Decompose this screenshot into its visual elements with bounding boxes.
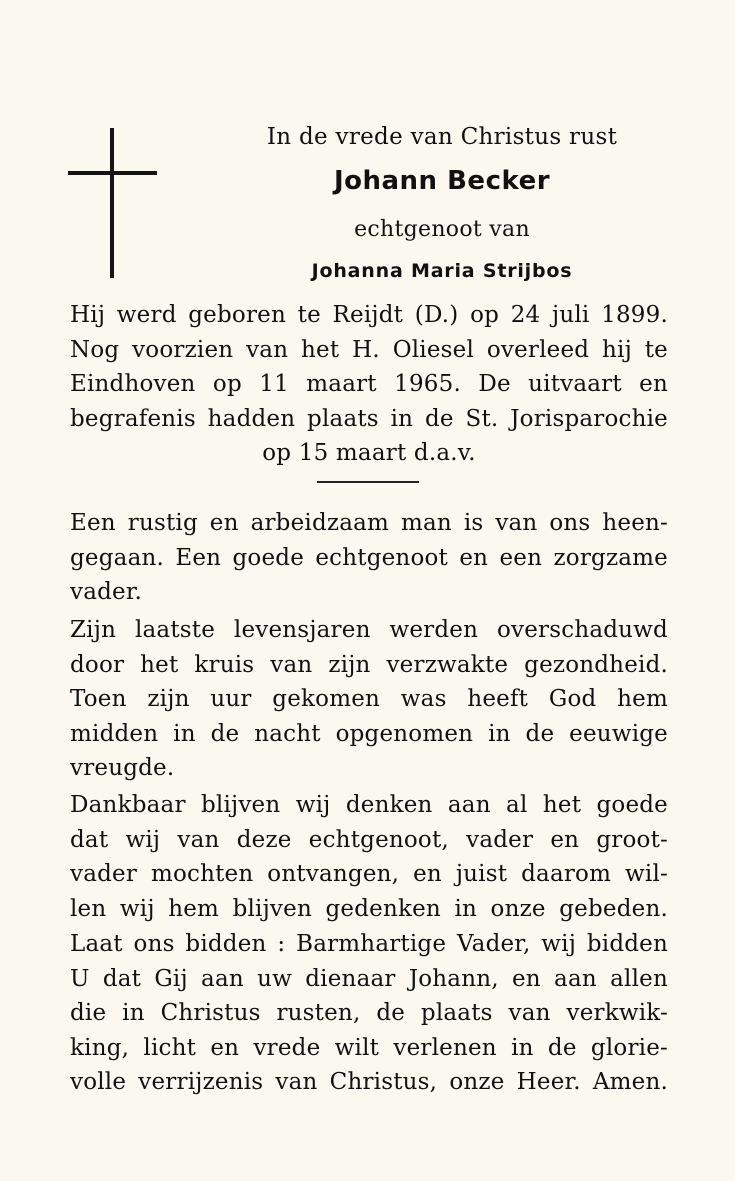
text-line: die in Christus rusten, de plaats van verkwik- [70, 1000, 668, 1026]
text-line: Zijn laatste levensjaren werden overschaduwd [70, 617, 668, 643]
text-line: vader mochten ontvangen, en juist daarom wil- [70, 861, 668, 887]
bio-line: Eindhoven op 11 maart 1965. De uitvaart en [70, 371, 668, 397]
bio-line: begrafenis hadden plaats in de St. Jorisparochie [70, 405, 668, 432]
paragraph-gratitude [70, 788, 668, 926]
text-line: door het kruis van zijn verzwakte gezondheid. [70, 651, 668, 678]
text-line: Dankbaar blijven wij denken aan al het goede [70, 792, 668, 818]
divider [317, 481, 419, 483]
cross-icon-bar [68, 171, 157, 175]
paragraph-tribute [70, 506, 668, 610]
deceased-name: Johann Becker [333, 166, 551, 196]
biography [70, 298, 668, 471]
text-line: vreugde. [70, 755, 175, 781]
text-line: gegaan. Een goede echtgenoot en een zorgzame [70, 544, 668, 571]
paragraph-prayer [70, 927, 668, 1100]
text-line: king, licht en vrede wilt verlenen in de glorie- [70, 1034, 668, 1061]
bio-line: Hij werd geboren te Reijdt (D.) op 24 juli 1899. [70, 302, 668, 328]
cross-icon [110, 128, 114, 278]
spouse-label: echtgenoot van [354, 217, 530, 242]
text-line: dat wij van deze echtgenoot, vader en groot- [70, 826, 668, 853]
text-line: vader. [70, 579, 143, 605]
text-line: Laat ons bidden : Barmhartige Vader, wij bidden [70, 931, 668, 957]
text-line: U dat Gij aan uw dienaar Johann, en aan allen [70, 965, 668, 992]
text-line: midden in de nacht opgenomen in de eeuwige [70, 720, 668, 747]
intro-line: In de vrede van Christus rust [266, 124, 618, 150]
text-line: len wij hem blijven gedenken in onze gebeden. [70, 895, 668, 922]
bio-line: op 15 maart d.a.v. [262, 440, 476, 466]
spouse-name: Johanna Maria Strijbos [311, 260, 573, 282]
text-line: Toen zijn uur gekomen was heeft God hem [70, 686, 668, 712]
text-line: Een rustig en arbeidzaam man is van ons heen- [70, 510, 668, 536]
paragraph-last-years [70, 613, 668, 786]
text-line: volle verrijzenis van Christus, onze Heer. Amen. [70, 1069, 668, 1095]
bio-line: Nog voorzien van het H. Oliesel overleed hij te [70, 336, 668, 363]
